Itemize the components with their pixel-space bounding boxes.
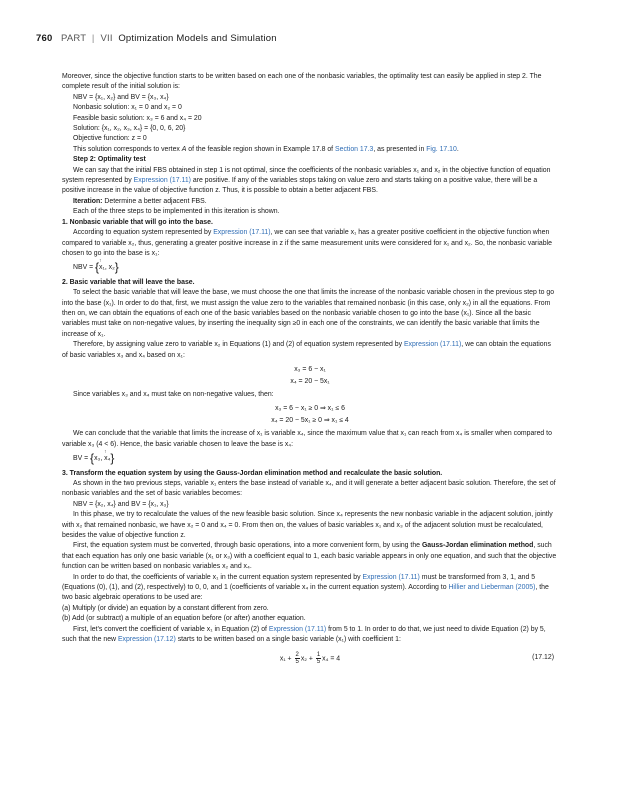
since-line: Since variables x₃ and x₄ must take on non-negative values, then: xyxy=(73,390,274,398)
brace-open: { xyxy=(95,260,100,275)
frac1-den: 5 xyxy=(295,658,299,665)
step3-paragraph-3 xyxy=(62,541,558,572)
step1-title-text: 1. Nonbasic variable that will go into the base. xyxy=(62,218,213,226)
brace-open: { xyxy=(90,451,95,466)
operation-b: (b) Add (or subtract) a multiple of an equation before (or after) another equation. xyxy=(62,615,306,623)
s3p4-text-c: , the two basic algebraic operations to be used are: xyxy=(62,584,549,602)
section-link[interactable]: Section 17.3 xyxy=(335,145,374,153)
s1-text-a: According to equation system represented by xyxy=(73,229,214,237)
gauss-jordan-term: Gauss-Jordan elimination method xyxy=(421,542,534,550)
frac2-num: 1 xyxy=(316,651,321,658)
inequality-x4: x₄ = 20 − 5x₁ ≥ 0 ⇒ x₁ ≤ 4 xyxy=(271,417,349,425)
part-title: Optimization Models and Simulation xyxy=(118,33,277,44)
equation-x4: x₄ = 20 − 5x₁ xyxy=(290,377,330,385)
initial-solution-block xyxy=(62,93,558,166)
step1-title xyxy=(62,218,558,228)
step2-heading-text: Step 2: Optimality test xyxy=(73,156,146,164)
fraction-two-fifths xyxy=(295,652,300,665)
expression-link[interactable]: Expression (17.11) xyxy=(268,625,327,633)
brace-close: } xyxy=(110,451,115,466)
bv-x3: x₃, xyxy=(94,455,105,463)
nonbasic-solution-line: Nonbasic solution: x₁ = 0 and x₂ = 0 xyxy=(73,104,182,112)
expression-link[interactable]: Expression (17.11) xyxy=(403,341,462,349)
reference-link[interactable]: Hillier and Lieberman (2005) xyxy=(448,584,536,592)
iteration-text: Determine a better adjacent FBS. xyxy=(102,197,207,205)
eq-x4: x₄ = 4 xyxy=(322,654,341,662)
iteration-label: Iteration: xyxy=(73,197,103,205)
figure-link[interactable]: Fig. 17.10 xyxy=(426,145,457,153)
iteration-line xyxy=(62,197,558,207)
x1-entering: ↑ x₁ xyxy=(99,263,105,273)
step2-paragraph: To select the basic variable that will leave the base, we must choose the one that limits the increase of the nonbasic variable chosen in the previous step to go into the base (x₁). In order to do that, first, we must assign the value zero to the variables that remained nonbasic (in this case, only x₂) in all the equations. From then on, we can obtain the equations of each one of the basic variables based on the nonbasic variable chosen to go into the base (x₁). Since all the basic variables must take on non-negative values, by inserting the inequality sign ≥0 in each one of the constraints, we can identify the basic variable that limits the increase of x₁. xyxy=(62,289,555,338)
nbv-entering-formula xyxy=(62,262,558,273)
s3p5-text-a: First, let’s convert the coefficient of variable x₁ in Equation (2) of xyxy=(73,625,269,633)
objective-line: Objective function: z = 0 xyxy=(73,135,147,143)
vertex-text-a: This solution corresponds to vertex xyxy=(73,145,182,153)
vertex-text-c: of the feasible region shown in Example 17.8 of xyxy=(186,145,336,153)
page-body xyxy=(62,72,558,667)
part-roman: VII xyxy=(100,33,113,44)
s1-text-b: , we can see that variable x₁ has a greater positive coefficient in the objective function when compared to variable x₂, thus, generating a greater positive increase in z if the same measurement units were considered for x₁ and x₂. So, the nonbasic variable chosen to go into the base is x₁: xyxy=(62,229,552,257)
page-number: 760 xyxy=(36,33,53,44)
s3p5-text-b: from 5 to 1. In order to do that, we just need to divide Equation (2) by 5, such that the new xyxy=(62,625,546,644)
step3-paragraph-1: As shown in the two previous steps, variable x₁ enters the base instead of variable x₄, and it will generate a better adjacent basic solution. Therefore, the set of nonbasic variables and the set of basic variables becomes: xyxy=(62,480,556,498)
nbv1-pre: NBV = xyxy=(73,264,96,272)
fraction-one-fifth xyxy=(316,652,321,665)
bv-leaving-formula xyxy=(62,453,558,464)
inequality-x3: x₃ = 6 − x₁ ≥ 0 ⇒ x₁ ≤ 6 xyxy=(275,405,345,413)
step2-title xyxy=(62,278,558,288)
nbv-bv-new: NBV = {x₂, x₄} and BV = {x₁, x₃} xyxy=(73,500,169,508)
expression-link[interactable]: Expression (17.11) xyxy=(362,573,420,581)
s3p4-text-b: must be transformed from 3, 1, and 5 (Equations (0), (1), and (2), respectively) to 0, 0, and 1 (coefficients of variable x₄ in the current equation system). According to xyxy=(62,573,536,592)
opt-text-b: are positive. If any of the variables stops taking on value zero and starts taking on a positive value, there will be a positive increase in the value of objective function z. Thus, it is possible to obtain a better adjacent FBS. xyxy=(62,177,538,195)
step1-paragraph xyxy=(62,228,558,259)
vertex-text-d: , as presented in xyxy=(373,145,427,153)
header-separator: | xyxy=(91,33,95,44)
optimality-paragraph xyxy=(62,166,558,197)
s3p4-text-a: In order to do that, the coefficients of variable x₁ in the current equation system represented by xyxy=(73,573,363,581)
step3-paragraph-4 xyxy=(62,573,558,604)
vertex-letter: A xyxy=(181,145,187,153)
step3-title xyxy=(62,469,558,479)
brace-close: } xyxy=(114,260,119,275)
part-label: PART xyxy=(60,33,87,44)
s2q-text-b: , we can obtain the equations of basic variables x₃ and x₄ based on x₁: xyxy=(62,341,551,359)
operation-a: (a) Multiply (or divide) an equation by a constant different from zero. xyxy=(62,604,269,612)
expression-link[interactable]: Expression (17.11) xyxy=(213,229,271,237)
expression-link-new[interactable]: Expression (17.12) xyxy=(117,636,176,644)
basic-equations xyxy=(62,364,558,388)
frac2-den: 5 xyxy=(316,658,321,665)
solution-line: Solution: {x₁, x₂, x₃, x₄} = {0, 0, 6, 20} xyxy=(73,125,186,133)
steps-intro: Each of the three steps to be implemented in this iteration is shown. xyxy=(73,208,280,216)
step3-paragraph-5 xyxy=(62,625,558,646)
step2-assign-paragraph xyxy=(62,340,558,361)
step3-title-text: 3. Transform the equation system by using the Gauss-Jordan elimination method and recalculate the basic solution. xyxy=(62,469,443,477)
bv-pre: BV = xyxy=(73,455,91,463)
paragraph-intro: Moreover, since the objective function starts to be written based on each one of the nonbasic variables, the optimality test can easily be applied in step 2. The complete result of the initial solution is: xyxy=(62,73,542,91)
equation-17-12 xyxy=(62,652,558,665)
nbv1-rest: , x₂ xyxy=(104,264,115,272)
equation-number: (17.12) xyxy=(532,653,554,661)
step2-heading xyxy=(73,155,558,165)
s3p5-text-c: starts to be written based on a single basic variable (x₁) with coefficient 1: xyxy=(175,636,401,644)
running-header xyxy=(36,33,277,44)
s2q-text-a: Therefore, by assigning value zero to variable x₂ in Equations (1) and (2) of equation system represented by xyxy=(73,341,404,349)
s3p3-text-a: First, the equation system must be converted, through basic operations, into a more convenient form, by using the xyxy=(73,542,422,550)
expression-link[interactable]: Expression (17.11) xyxy=(133,177,191,185)
equation-x3: x₃ = 6 − x₁ xyxy=(294,365,326,373)
s3p3-text-b: , such that each equation has only one basic variable (x₁ or x₃) with a coefficient equal to 1, each basic variable appears in only one equation, and such that the objective function can be written based on nonbasic variables x₂ and x₄. xyxy=(62,542,557,571)
eq-x1: x₁ + xyxy=(279,654,294,662)
frac1-num: 2 xyxy=(295,651,299,658)
inequalities xyxy=(62,403,558,427)
step3-paragraph-2: In this phase, we try to recalculate the values of the new feasible basic solution. Since x₄ represents the new nonbasic variable in the adjacent solution, jointly with x₂ that remained nonbasic, we have x₂ = 0 and x₄ = 0. From then on, the values of basic variables x₁ and x₃ of the adjacent solution must be recalculated, besides the value of objective function z. xyxy=(62,511,553,540)
nbv-bv-line: NBV = {x₁, x₂} and BV = {x₃, x₄} xyxy=(73,93,169,101)
opt-text-a: We can say that the initial FBS obtained in step 1 is not optimal, since the coefficients of the nonbasic variables x₁ and x₂ in the objective function of equation system represented by xyxy=(62,166,551,185)
eq-x2: x₂ + xyxy=(300,654,315,662)
vertex-line xyxy=(73,145,558,155)
step2-conclusion: We can conclude that the variable that limits the increase of x₁ is variable x₄, since the maximum value that x₁ can reach from x₄ is smaller when compared to variable x₃ (4 < 6). Hence, the basic variable chosen to leave the base is x₄: xyxy=(62,430,552,448)
feasible-solution-line: Feasible basic solution: x₃ = 6 and x₄ = 20 xyxy=(73,114,202,122)
x4-leaving: ↑ x₄ xyxy=(104,454,110,464)
step2-title-text: 2. Basic variable that will leave the base. xyxy=(62,278,195,286)
vertex-text-e: . xyxy=(456,145,459,153)
